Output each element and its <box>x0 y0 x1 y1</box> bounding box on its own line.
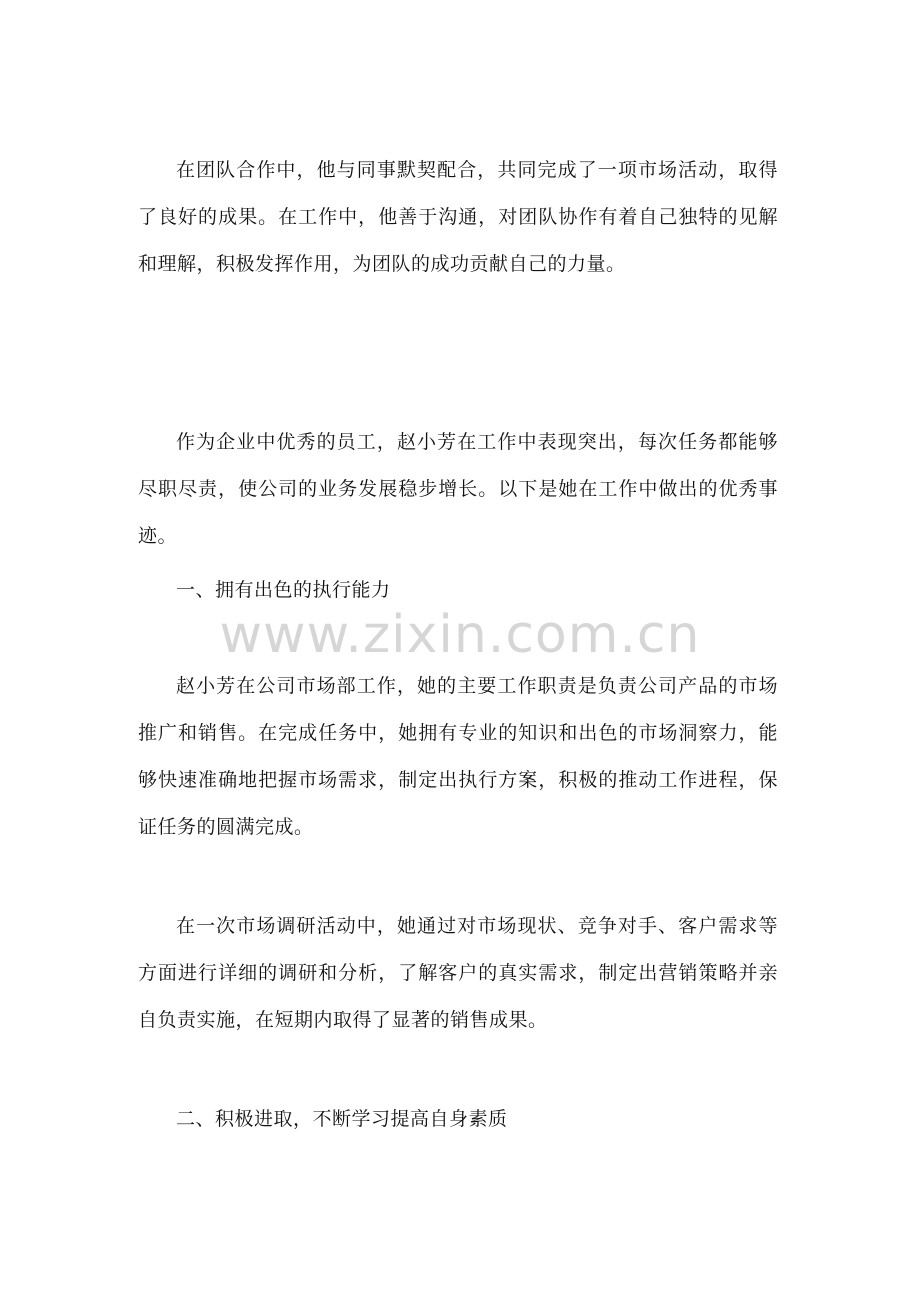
section-heading-execution: 一、拥有出色的执行能力 <box>176 579 391 601</box>
paragraph-teamwork: 在团队合作中，他与同事默契配合，共同完成了一项市场活动，取得了良好的成果。在工作中，他善于沟通，对团队协作有着自己独特的见解和理解，积极发挥作用，为团队的成功贡献自己的力量。 <box>138 159 778 275</box>
watermark: www.zixin.com.cn <box>219 605 701 665</box>
paragraph-marketing-role: 赵小芳在公司市场部工作，她的主要工作职责是负责公司产品的市场推广和销售。在完成任务中，她拥有专业的知识和出色的市场洞察力，能够快速准确地把握市场需求，制定出执行方案，积极的推动工作进程，保证任务的圆满完成。 <box>138 675 778 838</box>
paragraph-market-research: 在一次市场调研活动中，她通过对市场现状、竞争对手、客户需求等方面进行详细的调研和分析，了解客户的真实需求，制定出营销策略并亲自负责实施，在短期内取得了显著的销售成果。 <box>138 915 778 1031</box>
paragraph-introduction: 作为企业中优秀的员工，赵小芳在工作中表现突出，每次任务都能够尽职尽责，使公司的业务发展稳步增长。以下是她在工作中做出的优秀事迹。 <box>138 431 778 547</box>
section-heading-learning: 二、积极进取，不断学习提高自身素质 <box>176 1108 508 1130</box>
